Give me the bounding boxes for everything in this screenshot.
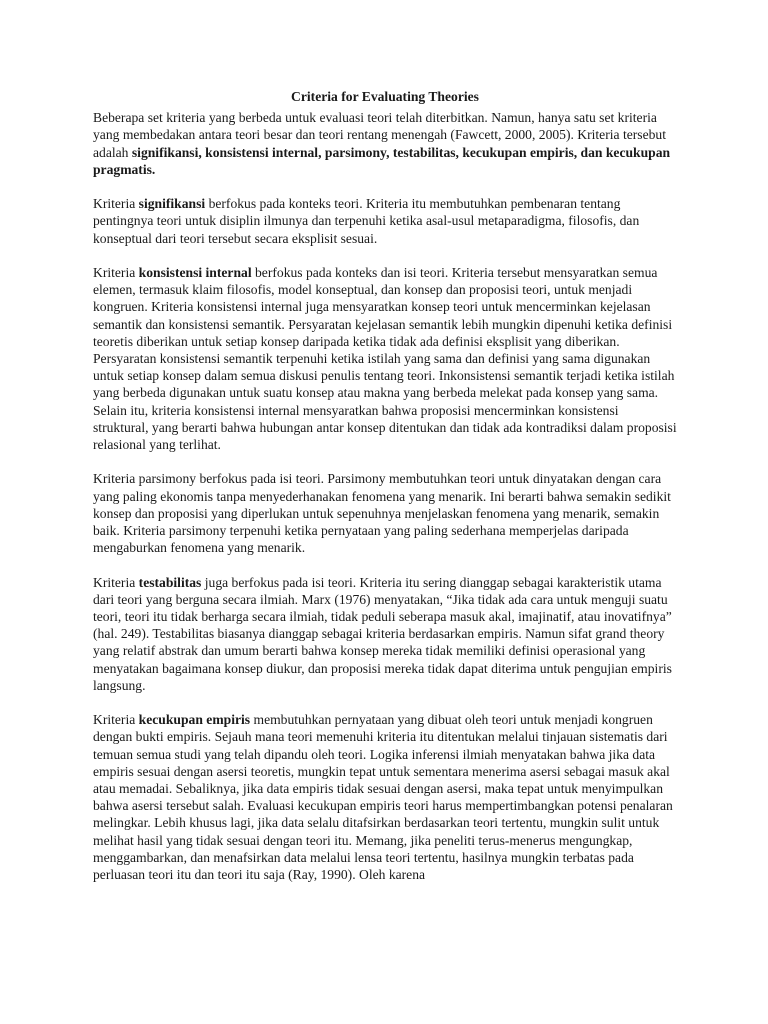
paragraph-parsimony <box>93 470 677 556</box>
paragraph-bold-text: testabilitas <box>138 574 202 590</box>
document-page <box>93 88 677 900</box>
paragraph-bold-text: signifikansi <box>138 196 206 212</box>
paragraph-bold-text: konsistensi internal <box>138 265 252 280</box>
paragraph-text: Kriteria parsimony berfokus pada isi teori. Parsimony membutuhkan teori untuk dinyatakan dengan cara yang paling ekonomis tanpa menyederhanakan fenomena yang menarik. Ini berarti bahwa semakin sedikit konsep dan proposisi yang diperlukan untuk sepenuhnya menjelaskan fenomena yang menarik, semakin baik. Kriteria parsimony terpenuhi ketika pernyataan yang paling sederhana memperjelas daripada mengaburkan fenomena yang menarik. <box>93 471 671 556</box>
paragraph-text: membutuhkan pernyataan yang dibuat oleh teori untuk menjadi kongruen dengan bukti empiris. Sejauh mana teori memenuhi kriteria itu ditentukan melalui tinjauan sistematis dari temuan semua studi yang telah dipandu oleh teori. Logika inferensi ilmiah menyatakan bahwa jika data empiris sesuai dengan asersi teoretis, mungkin tepat untuk sementara menerima asersi sebagai masuk akal atau memadai. Sebaliknya, jika data empiris tidak sesuai dengan asersi, maka tepat untuk menyimpulkan bahwa asersi tersebut salah. Evaluasi kecukupan empiris teori harus mempertimbangkan potensi penalaran melingkar. Lebih khusus lagi, jika data selalu ditafsirkan berdasarkan teori tertentu, mungkin sulit untuk melihat hasil yang tidak sesuai dengan teori itu. Memang, jika peneliti terus-menerus mengungkap, menggambarkan, dan menafsirkan data melalui lensa teori tertentu, hasilnya mungkin terbatas pada perluasan teori itu dan teori itu saja (Ray, 1990). Oleh karena <box>93 712 673 883</box>
paragraph-text: Kriteria <box>93 574 139 590</box>
paragraph-konsistensi-internal <box>93 264 677 453</box>
paragraph-text: Kriteria <box>93 265 139 280</box>
paragraph-signifikansi <box>93 195 677 247</box>
paragraph-bold-text: signifikansi, konsistensi internal, parsimony, testabilitas, kecukupan empiris, dan kecukupan pragmatis. <box>93 144 671 177</box>
paragraph-text: Beberapa set kriteria yang berbeda untuk evaluasi teori telah diterbitkan. Namun, hanya satu set kriteria yang membedakan antara teori besar dan teori rentang menengah (Fawcett, 2000, 2005). Kriteria tersebut adalah <box>93 110 666 160</box>
paragraph-text: berfokus pada konteks teori. Kriteria itu membutuhkan pembenaran tentang pentingnya teori untuk disiplin ilmunya dan terpenuhi ketika asal-usul metaparadigma, filosofis, dan konseptual dari teori tersebut secara eksplisit sesuai. <box>93 196 640 246</box>
paragraph-kecukupan-empiris <box>93 711 677 883</box>
paragraph-intro <box>93 109 677 178</box>
paragraph-text: Kriteria <box>93 712 139 728</box>
paragraph-bold-text: kecukupan empiris <box>138 712 251 728</box>
document-title: Criteria for Evaluating Theories <box>291 89 479 104</box>
paragraph-text: berfokus pada konteks dan isi teori. Kriteria tersebut mensyaratkan semua elemen, termasuk klaim filosofis, model konseptual, dan konsep dan proposisi teori, untuk menjadi kongruen. Kriteria konsistensi internal juga mensyaratkan konsep teori untuk mencerminkan kejelasan semantik dan konsistensi semantik. Persyaratan kejelasan semantik lebih mungkin dipenuhi ketika definisi teoretis diberikan untuk setiap konsep daripada ketika tidak ada definisi eksplisit yang diberikan. Persyaratan konsistensi semantik terpenuhi ketika istilah yang sama dan definisi yang sama digunakan untuk setiap konsep dalam semua diskusi penulis tentang teori. Inkonsistensi semantik terjadi ketika istilah yang berbeda digunakan untuk suatu konsep atau makna yang berbeda melekat pada konsep yang sama. Selain itu, kriteria konsistensi internal mensyaratkan bahwa proposisi mencerminkan konsistensi struktural, yang berarti bahwa hubungan antar konsep ditentukan dan tidak ada kontradiksi dalam proposisi relasional yang terlihat. <box>93 265 677 453</box>
paragraph-text: juga berfokus pada isi teori. Kriteria itu sering dianggap sebagai karakteristik utama dari teori yang berguna secara ilmiah. Marx (1976) menyatakan, “Jika tidak ada cara untuk menguji suatu teori, teori itu tidak berharga secara ilmiah, tidak peduli seberapa masuk akal, imajinatif, atau inovatifnya” (hal. 249). Testabilitas biasanya dianggap sebagai kriteria berdasarkan empiris. Namun sifat grand theory yang relatif abstrak dan umum berarti bahwa konsep mereka tidak memiliki definisi operasional yang menyatakan bagaimana konsep diukur, dan proposisi mereka tidak dapat diterima untuk pengujian empiris langsung. <box>93 574 672 693</box>
paragraph-testabilitas <box>93 574 677 694</box>
paragraph-text: Kriteria <box>93 196 139 212</box>
